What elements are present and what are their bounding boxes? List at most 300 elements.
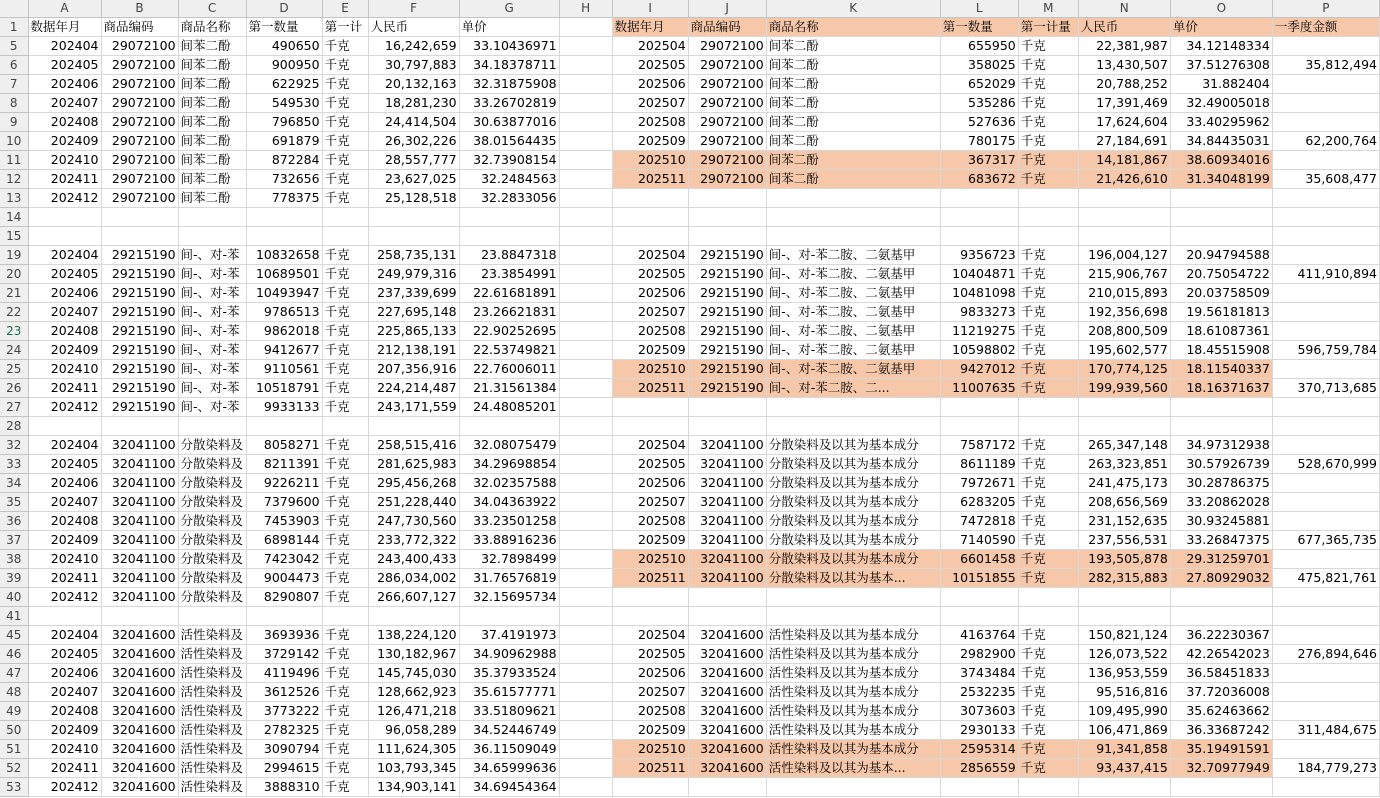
data-cell[interactable]: 18.61087361	[1170, 322, 1272, 341]
data-cell[interactable]: 95,516,816	[1078, 683, 1170, 702]
data-cell[interactable]	[766, 398, 940, 417]
data-cell[interactable]: 265,347,148	[1078, 436, 1170, 455]
data-cell[interactable]: 千克	[322, 322, 368, 341]
data-cell[interactable]	[688, 398, 766, 417]
data-cell[interactable]: 千克	[322, 626, 368, 645]
empty-cell[interactable]	[559, 569, 612, 588]
data-cell[interactable]: 31.76576819	[459, 569, 559, 588]
row-number[interactable]: 23	[0, 322, 28, 341]
data-cell[interactable]: 千克	[322, 588, 368, 607]
data-cell[interactable]: 千克	[1018, 759, 1078, 778]
data-cell[interactable]: 千克	[1018, 37, 1078, 56]
data-cell[interactable]	[1272, 626, 1379, 645]
data-cell[interactable]: 202405	[28, 56, 101, 75]
data-cell[interactable]: 358025	[940, 56, 1018, 75]
data-cell[interactable]: 202510	[612, 360, 688, 379]
data-cell[interactable]: 千克	[322, 759, 368, 778]
data-cell[interactable]: 276,894,646	[1272, 645, 1379, 664]
data-cell[interactable]: 13,430,507	[1078, 56, 1170, 75]
data-cell[interactable]: 6283205	[940, 493, 1018, 512]
data-cell[interactable]: 32041600	[688, 702, 766, 721]
data-cell[interactable]: 千克	[1018, 94, 1078, 113]
data-cell[interactable]	[322, 227, 368, 246]
data-cell[interactable]: 千克	[322, 94, 368, 113]
data-cell[interactable]: 202407	[28, 303, 101, 322]
data-cell[interactable]	[1272, 227, 1379, 246]
row-number[interactable]: 24	[0, 341, 28, 360]
empty-cell[interactable]	[559, 75, 612, 94]
data-cell[interactable]: 29072100	[688, 37, 766, 56]
column-header-n[interactable]: N	[1078, 0, 1170, 18]
data-cell[interactable]: 202406	[28, 474, 101, 493]
header-cell[interactable]: 一季度金额	[1272, 18, 1379, 37]
empty-cell[interactable]	[559, 189, 612, 208]
data-cell[interactable]: 分散染料及	[178, 455, 246, 474]
data-cell[interactable]: 227,695,148	[368, 303, 459, 322]
data-cell[interactable]: 千克	[322, 189, 368, 208]
data-cell[interactable]: 千克	[1018, 531, 1078, 550]
data-cell[interactable]: 202406	[28, 284, 101, 303]
header-cell[interactable]: 第一计量	[1018, 18, 1078, 37]
row-number[interactable]: 5	[0, 37, 28, 56]
empty-cell[interactable]	[559, 113, 612, 132]
data-cell[interactable]: 29072100	[101, 189, 178, 208]
data-cell[interactable]: 18.16371637	[1170, 379, 1272, 398]
data-cell[interactable]: 29215190	[688, 341, 766, 360]
data-cell[interactable]: 202408	[28, 322, 101, 341]
data-cell[interactable]	[459, 208, 559, 227]
data-cell[interactable]: 20,788,252	[1078, 75, 1170, 94]
data-cell[interactable]: 活性染料及	[178, 683, 246, 702]
empty-cell[interactable]	[559, 550, 612, 569]
empty-cell[interactable]	[559, 151, 612, 170]
data-cell[interactable]: 202509	[612, 531, 688, 550]
row-number[interactable]: 10	[0, 132, 28, 151]
data-cell[interactable]	[1272, 94, 1379, 113]
data-cell[interactable]: 21.31561384	[459, 379, 559, 398]
data-cell[interactable]: 千克	[1018, 246, 1078, 265]
data-cell[interactable]: 千克	[322, 113, 368, 132]
data-cell[interactable]: 32041100	[101, 512, 178, 531]
data-cell[interactable]	[368, 227, 459, 246]
data-cell[interactable]	[178, 227, 246, 246]
data-cell[interactable]: 202412	[28, 588, 101, 607]
data-cell[interactable]: 652029	[940, 75, 1018, 94]
empty-cell[interactable]	[559, 341, 612, 360]
data-cell[interactable]: 32041600	[688, 683, 766, 702]
data-cell[interactable]: 311,484,675	[1272, 721, 1379, 740]
data-cell[interactable]	[1078, 227, 1170, 246]
data-cell[interactable]: 91,341,858	[1078, 740, 1170, 759]
header-cell[interactable]: 单价	[459, 18, 559, 37]
data-cell[interactable]	[1018, 227, 1078, 246]
data-cell[interactable]: 35.62463662	[1170, 702, 1272, 721]
data-cell[interactable]: 22.90252695	[459, 322, 559, 341]
data-cell[interactable]: 34.97312938	[1170, 436, 1272, 455]
data-cell[interactable]: 266,607,127	[368, 588, 459, 607]
data-cell[interactable]: 35.61577771	[459, 683, 559, 702]
row-number[interactable]: 9	[0, 113, 28, 132]
data-cell[interactable]	[1170, 607, 1272, 626]
data-cell[interactable]: 32041100	[101, 588, 178, 607]
row-number[interactable]: 36	[0, 512, 28, 531]
data-cell[interactable]: 8290807	[246, 588, 322, 607]
empty-cell[interactable]	[559, 379, 612, 398]
data-cell[interactable]: 2994615	[246, 759, 322, 778]
data-cell[interactable]: 29.31259701	[1170, 550, 1272, 569]
data-cell[interactable]	[1272, 75, 1379, 94]
data-cell[interactable]: 193,505,878	[1078, 550, 1170, 569]
header-cell[interactable]: 第一数量	[246, 18, 322, 37]
data-cell[interactable]: 475,821,761	[1272, 569, 1379, 588]
data-cell[interactable]: 千克	[322, 379, 368, 398]
data-cell[interactable]: 370,713,685	[1272, 379, 1379, 398]
data-cell[interactable]	[766, 778, 940, 797]
column-header-c[interactable]: C	[178, 0, 246, 18]
data-cell[interactable]: 千克	[1018, 474, 1078, 493]
data-cell[interactable]: 9412677	[246, 341, 322, 360]
data-cell[interactable]: 109,495,990	[1078, 702, 1170, 721]
data-cell[interactable]: 17,391,469	[1078, 94, 1170, 113]
data-cell[interactable]: 96,058,289	[368, 721, 459, 740]
data-cell[interactable]: 691879	[246, 132, 322, 151]
data-cell[interactable]	[322, 607, 368, 626]
data-cell[interactable]: 29072100	[688, 151, 766, 170]
data-cell[interactable]: 分散染料及	[178, 550, 246, 569]
data-cell[interactable]: 202510	[612, 740, 688, 759]
data-cell[interactable]: 9427012	[940, 360, 1018, 379]
header-cell[interactable]: 数据年月	[28, 18, 101, 37]
data-cell[interactable]: 千克	[322, 75, 368, 94]
data-cell[interactable]: 间苯二酚	[766, 94, 940, 113]
data-cell[interactable]: 20.03758509	[1170, 284, 1272, 303]
data-cell[interactable]: 32041600	[101, 702, 178, 721]
data-cell[interactable]: 活性染料及	[178, 664, 246, 683]
data-cell[interactable]: 202404	[28, 37, 101, 56]
data-cell[interactable]: 35.37933524	[459, 664, 559, 683]
data-cell[interactable]	[1272, 189, 1379, 208]
data-cell[interactable]: 29072100	[101, 75, 178, 94]
data-cell[interactable]: 33.51809621	[459, 702, 559, 721]
data-cell[interactable]: 126,073,522	[1078, 645, 1170, 664]
data-cell[interactable]: 202405	[28, 455, 101, 474]
data-cell[interactable]	[1272, 398, 1379, 417]
empty-cell[interactable]	[559, 284, 612, 303]
data-cell[interactable]: 202509	[612, 132, 688, 151]
data-cell[interactable]: 32041600	[688, 645, 766, 664]
header-cell[interactable]: 数据年月	[612, 18, 688, 37]
header-cell[interactable]: 人民币	[368, 18, 459, 37]
row-number[interactable]: 20	[0, 265, 28, 284]
data-cell[interactable]: 29215190	[101, 360, 178, 379]
data-cell[interactable]: 243,400,433	[368, 550, 459, 569]
data-cell[interactable]: 29215190	[101, 341, 178, 360]
data-cell[interactable]: 10481098	[940, 284, 1018, 303]
data-cell[interactable]: 29215190	[101, 246, 178, 265]
data-cell[interactable]: 258,515,416	[368, 436, 459, 455]
data-cell[interactable]: 20.94794588	[1170, 246, 1272, 265]
data-cell[interactable]	[1272, 683, 1379, 702]
row-number[interactable]: 15	[0, 227, 28, 246]
data-cell[interactable]	[688, 227, 766, 246]
data-cell[interactable]	[1272, 493, 1379, 512]
data-cell[interactable]	[178, 607, 246, 626]
data-cell[interactable]	[322, 417, 368, 436]
data-cell[interactable]: 千克	[1018, 721, 1078, 740]
data-cell[interactable]: 30.93245881	[1170, 512, 1272, 531]
empty-cell[interactable]	[559, 246, 612, 265]
data-cell[interactable]: 18.11540337	[1170, 360, 1272, 379]
data-cell[interactable]: 202409	[28, 341, 101, 360]
data-cell[interactable]: 3090794	[246, 740, 322, 759]
data-cell[interactable]: 28,557,777	[368, 151, 459, 170]
data-cell[interactable]: 间-、对-苯二胺、二氨基甲	[766, 360, 940, 379]
data-cell[interactable]: 千克	[322, 170, 368, 189]
data-cell[interactable]: 202407	[28, 94, 101, 113]
data-cell[interactable]: 202504	[612, 37, 688, 56]
data-cell[interactable]	[101, 607, 178, 626]
data-cell[interactable]: 11219275	[940, 322, 1018, 341]
data-cell[interactable]: 22.76006011	[459, 360, 559, 379]
data-cell[interactable]: 202509	[612, 721, 688, 740]
data-cell[interactable]	[612, 227, 688, 246]
data-cell[interactable]: 34.12148334	[1170, 37, 1272, 56]
row-number[interactable]: 27	[0, 398, 28, 417]
data-cell[interactable]: 22.61681891	[459, 284, 559, 303]
column-header-j[interactable]: J	[688, 0, 766, 18]
data-cell[interactable]	[368, 607, 459, 626]
data-cell[interactable]: 196,004,127	[1078, 246, 1170, 265]
data-cell[interactable]: 535286	[940, 94, 1018, 113]
data-cell[interactable]	[28, 227, 101, 246]
header-cell[interactable]: 商品名称	[766, 18, 940, 37]
data-cell[interactable]: 796850	[246, 113, 322, 132]
data-cell[interactable]: 30.63877016	[459, 113, 559, 132]
data-cell[interactable]: 千克	[322, 740, 368, 759]
data-cell[interactable]	[1272, 360, 1379, 379]
data-cell[interactable]: 247,730,560	[368, 512, 459, 531]
data-cell[interactable]	[1272, 474, 1379, 493]
data-cell[interactable]: 千克	[322, 436, 368, 455]
data-cell[interactable]: 367317	[940, 151, 1018, 170]
data-cell[interactable]: 202412	[28, 778, 101, 797]
data-cell[interactable]: 活性染料及	[178, 759, 246, 778]
data-cell[interactable]	[246, 607, 322, 626]
data-cell[interactable]: 3612526	[246, 683, 322, 702]
data-cell[interactable]: 27,184,691	[1078, 132, 1170, 151]
data-cell[interactable]: 29215190	[101, 303, 178, 322]
data-cell[interactable]: 千克	[322, 645, 368, 664]
row-number[interactable]: 22	[0, 303, 28, 322]
data-cell[interactable]: 26,302,226	[368, 132, 459, 151]
data-cell[interactable]	[1170, 588, 1272, 607]
data-cell[interactable]: 241,475,173	[1078, 474, 1170, 493]
data-cell[interactable]: 间-、对-苯	[178, 398, 246, 417]
row-number[interactable]: 7	[0, 75, 28, 94]
data-cell[interactable]: 202407	[28, 683, 101, 702]
data-cell[interactable]: 655950	[940, 37, 1018, 56]
data-cell[interactable]: 202406	[28, 664, 101, 683]
data-cell[interactable]: 分散染料及以其为基本成分	[766, 531, 940, 550]
data-cell[interactable]: 780175	[940, 132, 1018, 151]
data-cell[interactable]: 202412	[28, 398, 101, 417]
data-cell[interactable]: 32041600	[688, 664, 766, 683]
empty-cell[interactable]	[559, 778, 612, 797]
data-cell[interactable]: 活性染料及	[178, 626, 246, 645]
data-cell[interactable]	[1170, 417, 1272, 436]
data-cell[interactable]: 32041100	[101, 569, 178, 588]
data-cell[interactable]: 间-、对-苯	[178, 360, 246, 379]
data-cell[interactable]	[612, 778, 688, 797]
data-cell[interactable]: 35,608,477	[1272, 170, 1379, 189]
data-cell[interactable]	[28, 417, 101, 436]
data-cell[interactable]: 10598802	[940, 341, 1018, 360]
data-cell[interactable]: 间苯二酚	[178, 170, 246, 189]
column-header-h[interactable]: H	[559, 0, 612, 18]
data-cell[interactable]: 202506	[612, 664, 688, 683]
data-cell[interactable]	[1018, 588, 1078, 607]
data-cell[interactable]: 千克	[1018, 702, 1078, 721]
data-cell[interactable]: 7423042	[246, 550, 322, 569]
data-cell[interactable]: 7587172	[940, 436, 1018, 455]
data-cell[interactable]: 30,797,883	[368, 56, 459, 75]
row-number[interactable]: 51	[0, 740, 28, 759]
data-cell[interactable]	[322, 208, 368, 227]
data-cell[interactable]	[940, 227, 1018, 246]
row-number[interactable]: 39	[0, 569, 28, 588]
data-cell[interactable]: 9786513	[246, 303, 322, 322]
empty-cell[interactable]	[559, 683, 612, 702]
data-cell[interactable]: 202406	[28, 75, 101, 94]
data-cell[interactable]: 29215190	[101, 322, 178, 341]
data-cell[interactable]: 25,128,518	[368, 189, 459, 208]
data-cell[interactable]: 3693936	[246, 626, 322, 645]
data-cell[interactable]: 3073603	[940, 702, 1018, 721]
data-cell[interactable]: 34.52446749	[459, 721, 559, 740]
column-header-i[interactable]: I	[612, 0, 688, 18]
data-cell[interactable]: 195,602,577	[1078, 341, 1170, 360]
data-cell[interactable]: 27.80929032	[1170, 569, 1272, 588]
data-cell[interactable]: 32041600	[688, 626, 766, 645]
data-cell[interactable]: 202505	[612, 56, 688, 75]
data-cell[interactable]: 千克	[1018, 664, 1078, 683]
empty-cell[interactable]	[559, 512, 612, 531]
data-cell[interactable]	[1272, 303, 1379, 322]
data-cell[interactable]: 千克	[1018, 303, 1078, 322]
empty-cell[interactable]	[559, 265, 612, 284]
header-cell[interactable]: 第一计	[322, 18, 368, 37]
data-cell[interactable]: 202411	[28, 170, 101, 189]
data-cell[interactable]: 23.3854991	[459, 265, 559, 284]
data-cell[interactable]: 42.26542023	[1170, 645, 1272, 664]
empty-cell[interactable]	[559, 702, 612, 721]
data-cell[interactable]: 130,182,967	[368, 645, 459, 664]
data-cell[interactable]: 活性染料及	[178, 778, 246, 797]
data-cell[interactable]: 202507	[612, 94, 688, 113]
data-cell[interactable]: 202505	[612, 455, 688, 474]
data-cell[interactable]: 32041600	[101, 778, 178, 797]
data-cell[interactable]	[612, 607, 688, 626]
data-cell[interactable]: 62,200,764	[1272, 132, 1379, 151]
empty-cell[interactable]	[559, 474, 612, 493]
data-cell[interactable]: 间-、对-苯二胺、二氨基甲	[766, 341, 940, 360]
data-cell[interactable]: 3729142	[246, 645, 322, 664]
empty-cell[interactable]	[559, 721, 612, 740]
data-cell[interactable]: 7472818	[940, 512, 1018, 531]
data-cell[interactable]: 活性染料及以其为基本成分	[766, 683, 940, 702]
data-cell[interactable]: 2930133	[940, 721, 1018, 740]
data-cell[interactable]: 34.29698854	[459, 455, 559, 474]
data-cell[interactable]: 2782325	[246, 721, 322, 740]
data-cell[interactable]: 32041100	[101, 474, 178, 493]
data-cell[interactable]: 38.60934016	[1170, 151, 1272, 170]
data-cell[interactable]: 9862018	[246, 322, 322, 341]
data-cell[interactable]: 32.49005018	[1170, 94, 1272, 113]
data-cell[interactable]: 192,356,698	[1078, 303, 1170, 322]
data-cell[interactable]: 202404	[28, 436, 101, 455]
column-header-l[interactable]: L	[940, 0, 1018, 18]
data-cell[interactable]: 281,625,983	[368, 455, 459, 474]
column-header-e[interactable]: E	[322, 0, 368, 18]
data-cell[interactable]: 32.7898499	[459, 550, 559, 569]
data-cell[interactable]: 549530	[246, 94, 322, 113]
data-cell[interactable]: 分散染料及	[178, 531, 246, 550]
data-cell[interactable]: 202507	[612, 683, 688, 702]
data-cell[interactable]: 千克	[322, 474, 368, 493]
data-cell[interactable]	[1272, 550, 1379, 569]
row-number[interactable]: 53	[0, 778, 28, 797]
data-cell[interactable]: 间苯二酚	[766, 132, 940, 151]
row-number[interactable]: 38	[0, 550, 28, 569]
data-cell[interactable]: 34.69454364	[459, 778, 559, 797]
data-cell[interactable]: 33.26847375	[1170, 531, 1272, 550]
data-cell[interactable]: 199,939,560	[1078, 379, 1170, 398]
data-cell[interactable]: 间-、对-苯二胺、二氨基甲	[766, 284, 940, 303]
data-cell[interactable]: 202412	[28, 189, 101, 208]
data-cell[interactable]	[688, 417, 766, 436]
data-cell[interactable]: 分散染料及以其为基本...	[766, 569, 940, 588]
data-cell[interactable]: 237,339,699	[368, 284, 459, 303]
row-number[interactable]: 35	[0, 493, 28, 512]
data-cell[interactable]: 千克	[322, 721, 368, 740]
data-cell[interactable]	[1078, 208, 1170, 227]
data-cell[interactable]: 29215190	[688, 265, 766, 284]
data-cell[interactable]: 千克	[1018, 265, 1078, 284]
data-cell[interactable]: 215,906,767	[1078, 265, 1170, 284]
data-cell[interactable]	[1018, 778, 1078, 797]
data-cell[interactable]: 3888310	[246, 778, 322, 797]
data-cell[interactable]: 千克	[322, 664, 368, 683]
data-cell[interactable]: 20.75054722	[1170, 265, 1272, 284]
data-cell[interactable]	[688, 778, 766, 797]
data-cell[interactable]: 32041100	[688, 474, 766, 493]
data-cell[interactable]	[246, 417, 322, 436]
data-cell[interactable]: 千克	[322, 132, 368, 151]
empty-cell[interactable]	[559, 436, 612, 455]
data-cell[interactable]: 10151855	[940, 569, 1018, 588]
data-cell[interactable]: 33.26702819	[459, 94, 559, 113]
data-cell[interactable]: 202508	[612, 322, 688, 341]
data-cell[interactable]: 202508	[612, 512, 688, 531]
data-cell[interactable]	[940, 189, 1018, 208]
data-cell[interactable]: 225,865,133	[368, 322, 459, 341]
data-cell[interactable]: 千克	[1018, 56, 1078, 75]
data-cell[interactable]: 202404	[28, 626, 101, 645]
data-cell[interactable]: 111,624,305	[368, 740, 459, 759]
data-cell[interactable]: 2856559	[940, 759, 1018, 778]
data-cell[interactable]: 千克	[1018, 75, 1078, 94]
data-cell[interactable]	[766, 227, 940, 246]
